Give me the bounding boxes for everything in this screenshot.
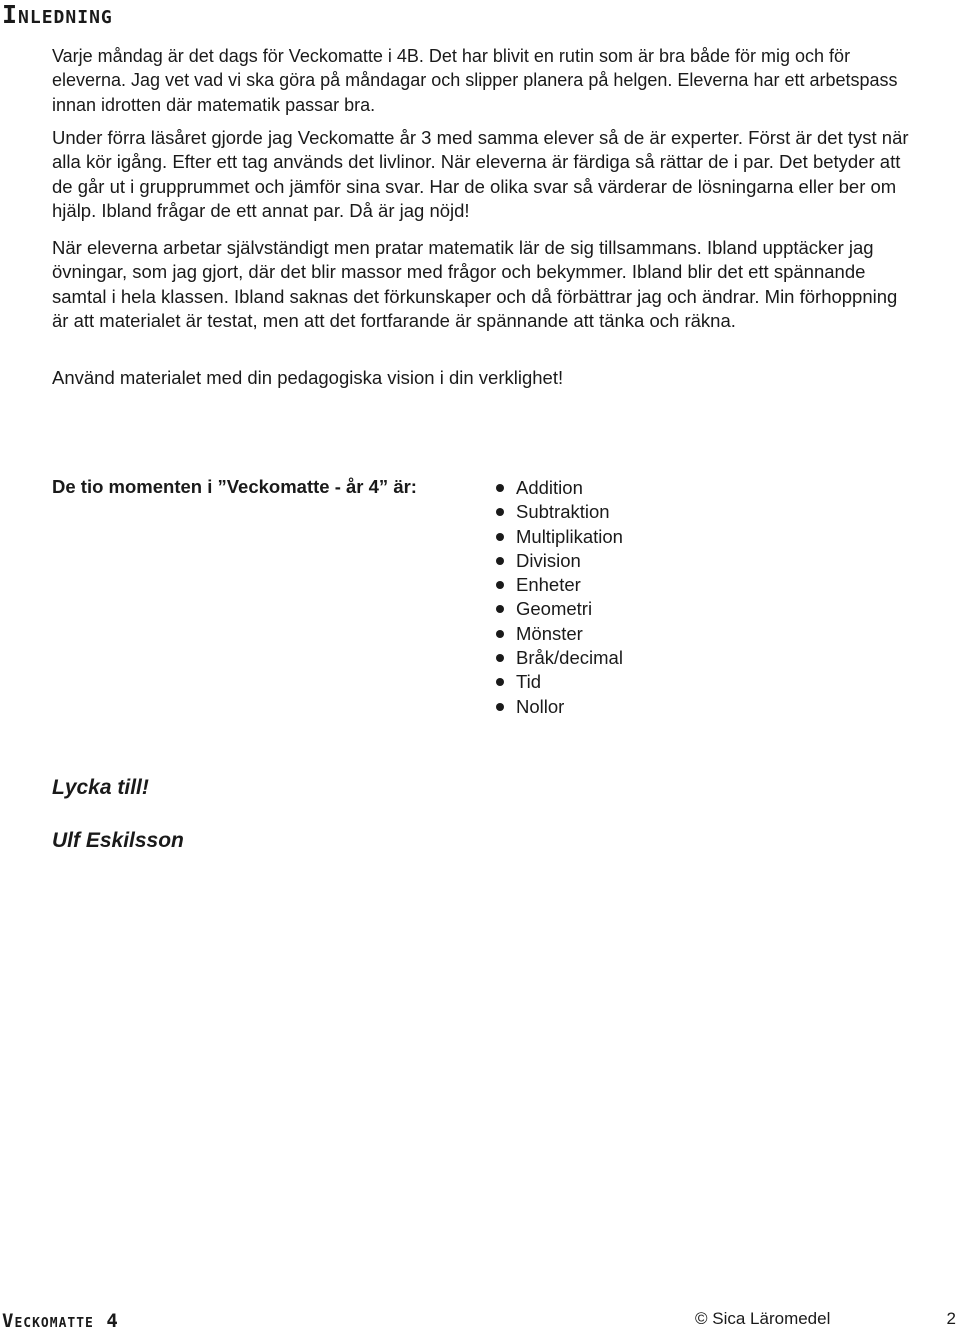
list-item [496, 476, 623, 500]
topic-label: Subtraktion [516, 501, 610, 523]
footer-copyright: © Sica Läromedel [695, 1309, 831, 1328]
list-item [496, 549, 623, 573]
topic-label: Division [516, 549, 581, 571]
list-item [496, 525, 623, 549]
list-item [496, 573, 623, 597]
bullet-icon [496, 630, 504, 638]
bullet-icon [496, 581, 504, 589]
topic-label: Geometri [516, 598, 593, 620]
topic-label: Multiplikation [516, 525, 623, 547]
bullet-icon [496, 605, 504, 613]
list-item [496, 500, 623, 524]
list-item [496, 670, 623, 694]
vision-paragraph: Använd materialet med din pedagogiska vision i din verklighet! [52, 367, 564, 388]
list-item [496, 695, 623, 719]
bullet-icon [496, 654, 504, 662]
experience-paragraph: Under förra läsåret gjorde jag Veckomatte år 3 med samma elever så de är experter. Först är det tyst när alla kör igång. Efter ett tag används det livlinor. När eleverna är färdiga så rättar de i par. Det betyder att de går ut i grupprummet och jämför sina svar. Har de olika svar så värderar de lösningarna eller ber om hjälp. Ibland frågar de ett annat par. Då är jag nöjd! [52, 127, 909, 221]
topic-label: Tid [516, 671, 542, 693]
topic-label: Addition [516, 477, 583, 498]
footer-brand: Veckomatte 4 [2, 1310, 119, 1332]
topic-label: Nollor [516, 695, 565, 717]
list-item [496, 622, 623, 646]
page-number: 2 [946, 1309, 956, 1328]
topic-label: Bråk/decimal [516, 647, 623, 669]
author-name: Ulf Eskilsson [52, 829, 184, 852]
bullet-icon [496, 678, 504, 686]
topics-list [496, 476, 623, 719]
topic-label: Mönster [516, 622, 583, 644]
bullet-icon [496, 533, 504, 541]
bullet-icon [496, 557, 504, 565]
topic-label: Enheter [516, 574, 581, 596]
collaboration-paragraph: När eleverna arbetar självständigt men pratar matematik lär de sig tillsammans. Ibland upptäcker jag övningar, som jag gjort, där det blir massor med frågor och bekymmer. Ibland blir det ett spännande samtal i hela klassen. Ibland saknas det förkunskaper och då förbättrar jag och ändrar. Min förhoppning är att materialet är testat, men att det fortfarande är spännande att tänka och räkna. [52, 237, 898, 331]
bullet-icon [496, 508, 504, 516]
bullet-icon [496, 703, 504, 711]
topics-label: De tio momenten i ”Veckomatte - år 4” är: [52, 476, 417, 497]
list-item [496, 646, 623, 670]
page-heading: Inledning [2, 0, 113, 29]
closing-greeting: Lycka till! [52, 776, 149, 799]
intro-paragraph: Varje måndag är det dags för Veckomatte i 4B. Det har blivit en rutin som är bra både för mig och för eleverna. Jag vet vad vi ska göra på måndagar och slipper planera på helgen. Eleverna har ett arbetspass innan idrotten där matematik passar bra. [52, 46, 898, 115]
bullet-icon [496, 484, 504, 492]
list-item [496, 597, 623, 621]
